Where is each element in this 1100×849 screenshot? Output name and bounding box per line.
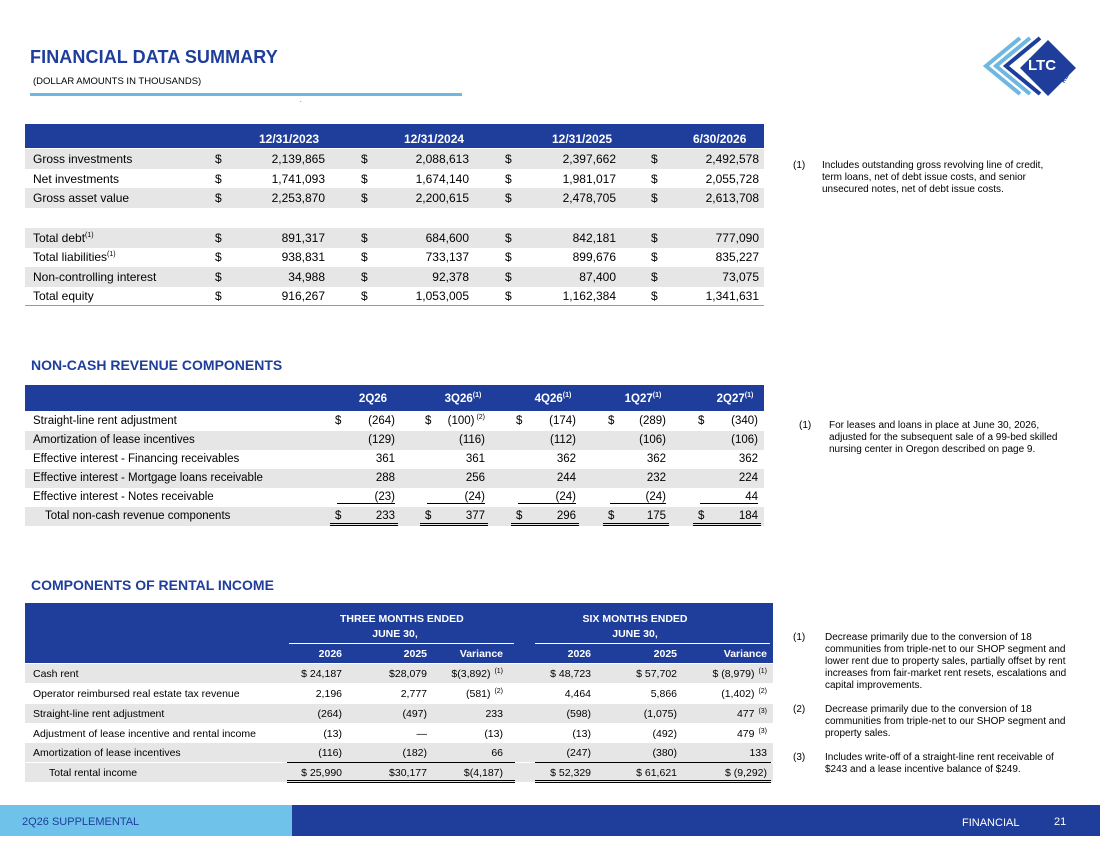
currency-sign: $ [516, 510, 523, 522]
footnote-number: (1) [793, 160, 806, 171]
cell-value: 4,464 [564, 688, 591, 700]
currency-sign: $ [698, 415, 705, 427]
cell-value: (1,402) $^{(2)}$ [721, 687, 767, 700]
cell-value: 361 [465, 453, 485, 465]
cell-value: (106) [639, 434, 666, 446]
group-header: SIX MONTHS ENDED [582, 613, 688, 625]
currency-sign: $ [215, 152, 222, 166]
col-header: 3Q26$^{(1)}$ [444, 392, 482, 405]
cell-value: 1,741,093 [271, 172, 325, 186]
cell-value: (182) [402, 747, 427, 759]
col-header: 1Q27$^{(1)}$ [624, 392, 662, 405]
cell-value: (24) [427, 491, 485, 504]
footnote-number: (1) [793, 632, 806, 643]
total-underline [420, 521, 488, 526]
cell-value: 92,378 [432, 270, 469, 284]
row-label: Non-controlling interest [33, 270, 157, 284]
footnote-ref: (1) [472, 392, 482, 400]
currency-sign: $ [651, 289, 658, 303]
col-header: 2026 [567, 648, 591, 660]
stray-mark: . [300, 98, 302, 104]
row-label: Total liabilities$^{(1)}$ [33, 250, 116, 264]
page-title: FINANCIAL DATA SUMMARY [30, 47, 278, 67]
cell-value: 256 [465, 472, 485, 484]
currency-sign: $ [215, 250, 222, 264]
table-row [25, 412, 764, 431]
footnote-text: Includes outstanding gross revolving line of credit, term loans, net of debt issue costs, and senior unsecured notes, net of debt issue costs. [822, 160, 1044, 195]
cell-value: 938,831 [281, 250, 325, 264]
table-row [25, 188, 764, 208]
cell-value: 835,227 [715, 250, 759, 264]
cell-value: (13) [323, 728, 342, 740]
cell-value: (23) [337, 491, 395, 504]
cell-value: 288 [375, 472, 395, 484]
spacer-row [25, 208, 764, 228]
cell-value: 377 [465, 510, 485, 522]
cell-value: (24) [518, 491, 576, 504]
cell-value: (116) [318, 747, 342, 759]
currency-sign: $ [425, 510, 432, 522]
row-label: Straight-line rent adjustment [33, 415, 177, 427]
cell-value: (247) [566, 747, 591, 759]
cell-value: (492) [652, 728, 677, 740]
currency-sign: $ [215, 191, 222, 205]
subtotal-rule [535, 762, 771, 763]
total-underline [535, 779, 771, 783]
currency-sign: $ [651, 152, 658, 166]
cell-value: (174) [549, 415, 576, 427]
footnote-ref: (1) [652, 392, 662, 400]
currency-sign: $ [215, 231, 222, 245]
cell-value: 733,137 [425, 250, 469, 264]
currency-sign: $ [335, 510, 342, 522]
currency-sign: $ [651, 250, 658, 264]
table-row [25, 450, 764, 469]
cell-value: 66 [491, 747, 503, 759]
currency-sign: $ [651, 270, 658, 284]
cell-value: (1,075) [643, 708, 677, 720]
cell-value: (100) $^{(2)}$ [447, 414, 485, 427]
cell-value: 362 [646, 453, 666, 465]
cell-value: 362 [556, 453, 576, 465]
cell-value: 899,676 [572, 250, 616, 264]
cell-value: (13) [484, 728, 503, 740]
currency-sign: $ [361, 152, 368, 166]
row-label: Net investments [33, 172, 120, 186]
row-label: Total non-cash revenue components [45, 510, 231, 522]
col-header: 2025 [653, 648, 677, 660]
page-number: 21 [1054, 816, 1067, 828]
currency-sign: $ [651, 191, 658, 205]
col-header: 2Q27$^{(1)}$ [716, 392, 754, 405]
cell-value: $ (8,979) $^{(1)}$ [712, 667, 767, 680]
currency-sign: $ [608, 510, 615, 522]
cell-value: (13) [572, 728, 591, 740]
footnote-text: Decrease primarily due to the conversion of 18 communities from triple-net to our SHOP segment and property sales. [825, 704, 1066, 739]
total-underline [330, 521, 398, 526]
cell-value: 2,200,615 [415, 191, 469, 205]
row-label: Effective interest - Mortgage loans receivable [33, 472, 263, 484]
currency-sign: $ [361, 191, 368, 205]
cell-value: 73,075 [722, 270, 759, 284]
row-label: Gross asset value [33, 191, 130, 205]
currency-sign: $ [215, 172, 222, 186]
group-header: THREE MONTHS ENDED [340, 613, 464, 625]
currency-sign: $ [651, 172, 658, 186]
cell-value: 477 $^{(3)}$ [736, 707, 767, 720]
cell-value: 361 [375, 453, 395, 465]
cell-value: 1,674,140 [415, 172, 469, 186]
cell-value: 684,600 [425, 231, 469, 245]
cell-value: 2,088,613 [415, 152, 469, 166]
currency-sign: $ [361, 231, 368, 245]
currency-sign: $ [698, 510, 705, 522]
cell-value: 2,196 [315, 688, 342, 700]
footnote-ref: (1) [744, 392, 754, 400]
currency-sign: $ [425, 415, 432, 427]
cell-value: $ 57,702 [636, 668, 677, 680]
footnote-ref: (1) [756, 667, 767, 675]
group-header: JUNE 30, [372, 628, 418, 640]
cell-value: (116) [459, 434, 485, 446]
table-header [25, 603, 773, 663]
row-label: Straight-line rent adjustment [33, 708, 165, 720]
footnote-ref: (1) [562, 392, 572, 400]
cell-value: $ 61,621 [636, 767, 677, 779]
col-header: 2026 [318, 648, 342, 660]
financial-summary-table [25, 124, 764, 304]
cell-value: (264) [368, 415, 395, 427]
cell-value: 362 [738, 453, 758, 465]
currency-sign: $ [505, 231, 512, 245]
cell-value: 2,492,578 [705, 152, 759, 166]
cell-value: 184 [738, 510, 758, 522]
col-header: 2025 [403, 648, 427, 660]
table-row [25, 704, 773, 723]
footnote-text: Decrease primarily due to the conversion of 18 communities from triple-net to our SHOP segment and lower rent due to property sales, partially offset by rent increases from fair-market rent resets, escalations and capital improvements. [825, 632, 1067, 691]
table-row [25, 228, 764, 248]
table-row [25, 267, 764, 287]
rental-income-table [25, 603, 773, 783]
row-label: Effective interest - Notes receivable [33, 491, 214, 503]
cell-value: $ (9,292) [724, 767, 767, 779]
currency-sign: $ [361, 250, 368, 264]
currency-sign: $ [651, 231, 658, 245]
cell-value: $ 48,723 [550, 668, 591, 680]
cell-value: (24) [610, 491, 666, 504]
table-row [25, 149, 764, 169]
cell-value: $ 25,990 [301, 767, 342, 779]
currency-sign: $ [335, 415, 342, 427]
cell-value: 34,988 [288, 270, 325, 284]
currency-sign: $ [505, 152, 512, 166]
currency-sign: $ [516, 415, 523, 427]
cell-value: (264) [317, 708, 342, 720]
total-row [25, 507, 764, 526]
group-rule [289, 643, 514, 644]
col-header: 12/31/2023 [259, 132, 320, 146]
table-row [25, 724, 773, 743]
table-bottom-rule [25, 305, 764, 306]
footnote-number: (3) [793, 752, 806, 763]
row-label: Total rental income [49, 767, 138, 779]
cell-value: 233 [485, 708, 503, 720]
cell-value: 2,055,728 [705, 172, 759, 186]
footnote-ref: (3) [756, 707, 767, 715]
table-header [25, 124, 764, 148]
row-label: Cash rent [33, 668, 79, 680]
cell-value: 2,397,662 [562, 152, 616, 166]
cell-value: $ 52,329 [550, 767, 591, 779]
currency-sign: $ [505, 172, 512, 186]
col-header: Variance [723, 648, 767, 660]
cell-value: 44 [700, 491, 758, 504]
cell-value: 2,478,705 [562, 191, 616, 205]
col-header: 4Q26$^{(1)}$ [534, 392, 572, 405]
col-header: 12/31/2024 [404, 132, 465, 146]
cell-value: 224 [738, 472, 758, 484]
cell-value: 244 [556, 472, 576, 484]
row-label: Amortization of lease incentives [33, 747, 181, 759]
footnote-text: Includes write-off of a straight-line rent receivable of $243 and a lease incentive balance of $249. [825, 752, 1054, 775]
cell-value: 777,090 [715, 231, 759, 245]
footnote-ref: (1) [85, 232, 94, 239]
table-row [25, 664, 773, 683]
cell-value: 891,317 [281, 231, 325, 245]
table-row [25, 684, 773, 703]
col-header: 12/31/2025 [552, 132, 613, 146]
footnote [793, 704, 1075, 752]
cell-value: 5,866 [650, 688, 677, 700]
table-header [25, 385, 764, 411]
footer-section: FINANCIAL [962, 817, 1020, 829]
total-underline [287, 779, 515, 783]
cell-value: (129) [368, 434, 395, 446]
cell-value: (112) [550, 434, 576, 446]
cell-value: 916,267 [281, 289, 325, 303]
table-row [25, 743, 773, 762]
cell-value: $(4,187) [463, 767, 503, 779]
cell-value: 133 [749, 747, 767, 759]
currency-sign: $ [215, 270, 222, 284]
cell-value: 296 [556, 510, 576, 522]
cell-value: $(3,892) $^{(1)}$ [451, 667, 503, 680]
row-label: Amortization of lease incentives [33, 434, 195, 446]
currency-sign: $ [505, 191, 512, 205]
total-underline [693, 521, 761, 526]
cell-value: (497) [402, 708, 427, 720]
cell-value: 842,181 [572, 231, 616, 245]
cell-value: (598) [566, 708, 591, 720]
cell-value: 2,777 [400, 688, 427, 700]
row-label: Total equity [33, 289, 94, 303]
cell-value: 2,139,865 [271, 152, 325, 166]
cell-value: (289) [639, 415, 666, 427]
row-label: Operator reimbursed real estate tax revenue [33, 688, 240, 700]
footnote-number: (1) [799, 420, 812, 431]
footnote-text: For leases and loans in place at June 30, 2026, adjusted for the subsequent sale of a 99-bed skilled nursing center in Oregon described on page 9. [829, 420, 1058, 455]
footnote [793, 160, 1063, 200]
total-underline [603, 521, 669, 526]
subtotal-rule [287, 762, 515, 763]
cell-value: $28,079 [389, 668, 427, 680]
cell-value: 175 [646, 510, 666, 522]
cell-value: 479 $^{(3)}$ [736, 727, 767, 740]
title-rule [30, 93, 462, 96]
table-row [25, 286, 764, 306]
row-label: Adjustment of lease incentive and rental income [33, 728, 256, 740]
cell-value: 1,053,005 [415, 289, 469, 303]
group-rule [535, 643, 770, 644]
currency-sign: $ [361, 172, 368, 186]
footnote-ref: (1) [107, 251, 116, 258]
footnote-ref: (3) [756, 727, 767, 735]
page-subtitle: (DOLLAR AMOUNTS IN THOUSANDS) [33, 76, 202, 87]
cell-value: 1,162,384 [562, 289, 616, 303]
footnote-ref: (2) [492, 687, 503, 695]
cell-value: 2,613,708 [705, 191, 759, 205]
footer-report-name: 2Q26 SUPPLEMENTAL [22, 816, 140, 828]
cell-value: 1,341,631 [705, 289, 759, 303]
cell-value: — [416, 728, 427, 740]
table-row [25, 469, 764, 488]
currency-sign: $ [505, 250, 512, 264]
table-row [25, 431, 764, 450]
logo-subtext: REIT [1060, 69, 1073, 85]
cell-value: (581) $^{(2)}$ [465, 687, 503, 700]
currency-sign: $ [361, 289, 368, 303]
col-header: 2Q26 [358, 393, 388, 405]
cell-value: $30,177 [389, 767, 427, 779]
footnote [793, 632, 1075, 691]
section-title: NON-CASH REVENUE COMPONENTS [31, 357, 283, 373]
cell-value: 233 [375, 510, 395, 522]
group-header: JUNE 30, [612, 628, 658, 640]
ltc-reit-logo [980, 28, 1080, 100]
cell-value: $ 24,187 [301, 668, 342, 680]
cell-value: (340) [731, 415, 758, 427]
row-label: Gross investments [33, 152, 133, 166]
row-label: Effective interest - Financing receivables [33, 453, 240, 465]
cell-value: 1,981,017 [562, 172, 616, 186]
section-title: COMPONENTS OF RENTAL INCOME [31, 577, 274, 593]
footnote-number: (2) [793, 704, 806, 715]
cell-value: 2,253,870 [271, 191, 325, 205]
total-underline [511, 521, 579, 526]
logo-text: LTC [1028, 57, 1057, 74]
cell-value: (106) [731, 434, 758, 446]
currency-sign: $ [505, 289, 512, 303]
row-label: Total debt$^{(1)}$ [33, 231, 94, 245]
col-header: 6/30/2026 [693, 132, 747, 146]
col-header: Variance [459, 648, 503, 660]
footnote [799, 420, 1079, 470]
rental-footnotes [793, 632, 1075, 782]
footnote-ref: (2) [474, 414, 485, 422]
table-row [25, 169, 764, 189]
currency-sign: $ [505, 270, 512, 284]
table-row [25, 247, 764, 267]
currency-sign: $ [361, 270, 368, 284]
noncash-revenue-table [25, 385, 764, 528]
footnote-ref: (2) [756, 687, 767, 695]
footnote [793, 752, 1075, 800]
currency-sign: $ [608, 415, 615, 427]
cell-value: 87,400 [579, 270, 616, 284]
cell-value: 232 [646, 472, 666, 484]
cell-value: (380) [652, 747, 677, 759]
footnote-ref: (1) [492, 667, 503, 675]
currency-sign: $ [215, 289, 222, 303]
table-row [25, 488, 764, 507]
